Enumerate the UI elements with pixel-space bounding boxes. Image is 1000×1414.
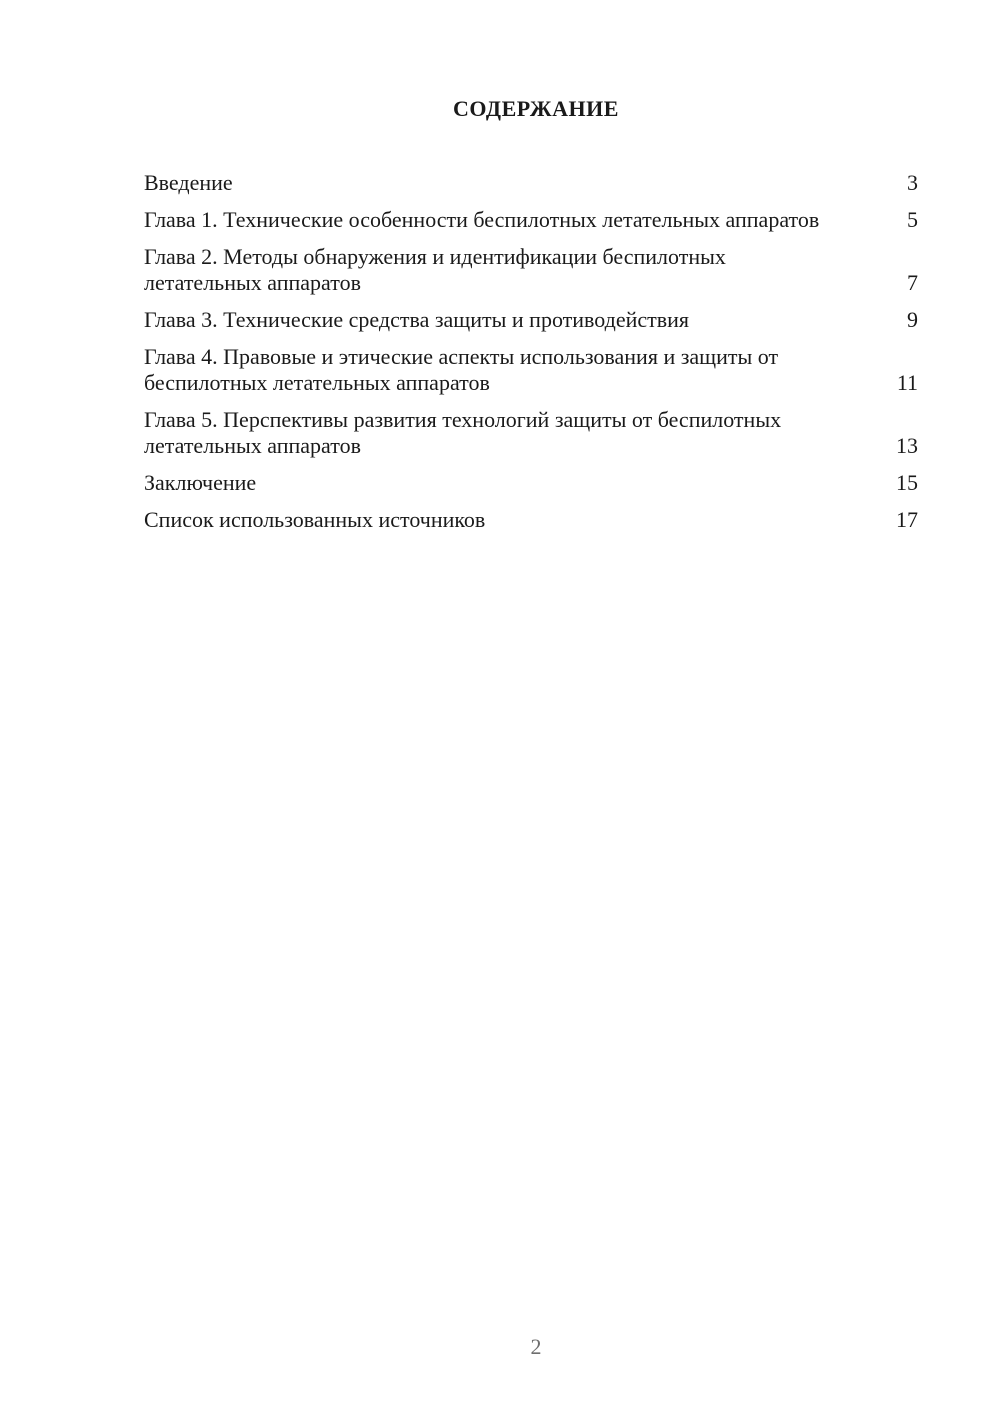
- toc-entry-page: 17: [896, 507, 918, 532]
- toc-entry-text: Глава 4. Правовые и этические аспекты использования и защиты от беспилотных летательных аппаратов: [144, 344, 779, 395]
- toc-entry-text: Введение: [144, 170, 233, 195]
- toc-entry-page: 9: [907, 307, 918, 332]
- toc-entry-chapter-2: [144, 244, 920, 296]
- toc-title: СОДЕРЖАНИЕ: [453, 96, 619, 121]
- toc-entry-text: Глава 5. Перспективы развития технологий защиты от беспилотных летательных аппаратов: [144, 407, 782, 458]
- page-number: 2: [530, 1334, 542, 1359]
- toc-entry-page: 13: [896, 433, 918, 458]
- toc-entry-text: Глава 1. Технические особенности беспилотных летательных аппаратов: [144, 207, 820, 232]
- toc-list: [144, 170, 920, 544]
- toc-entry-page: 11: [896, 370, 918, 395]
- toc-entry-text: Глава 3. Технические средства защиты и противодействия: [144, 307, 690, 332]
- toc-entry-text: Заключение: [144, 470, 257, 495]
- toc-entry-chapter-3: [144, 307, 920, 333]
- toc-entry-text: Список использованных источников: [144, 507, 486, 532]
- toc-entry-introduction: [144, 170, 920, 196]
- toc-entry-text: Глава 2. Методы обнаружения и идентификации беспилотных летательных аппаратов: [144, 244, 726, 295]
- toc-entry-references: [144, 507, 920, 533]
- toc-entry-chapter-4: [144, 344, 920, 396]
- toc-entry-chapter-5: [144, 407, 920, 459]
- toc-entry-page: 15: [896, 470, 918, 495]
- toc-entry-page: 3: [907, 170, 918, 195]
- toc-entry-chapter-1: [144, 207, 920, 233]
- toc-entry-page: 7: [907, 270, 918, 295]
- toc-entry-conclusion: [144, 470, 920, 496]
- toc-entry-page: 5: [907, 207, 918, 232]
